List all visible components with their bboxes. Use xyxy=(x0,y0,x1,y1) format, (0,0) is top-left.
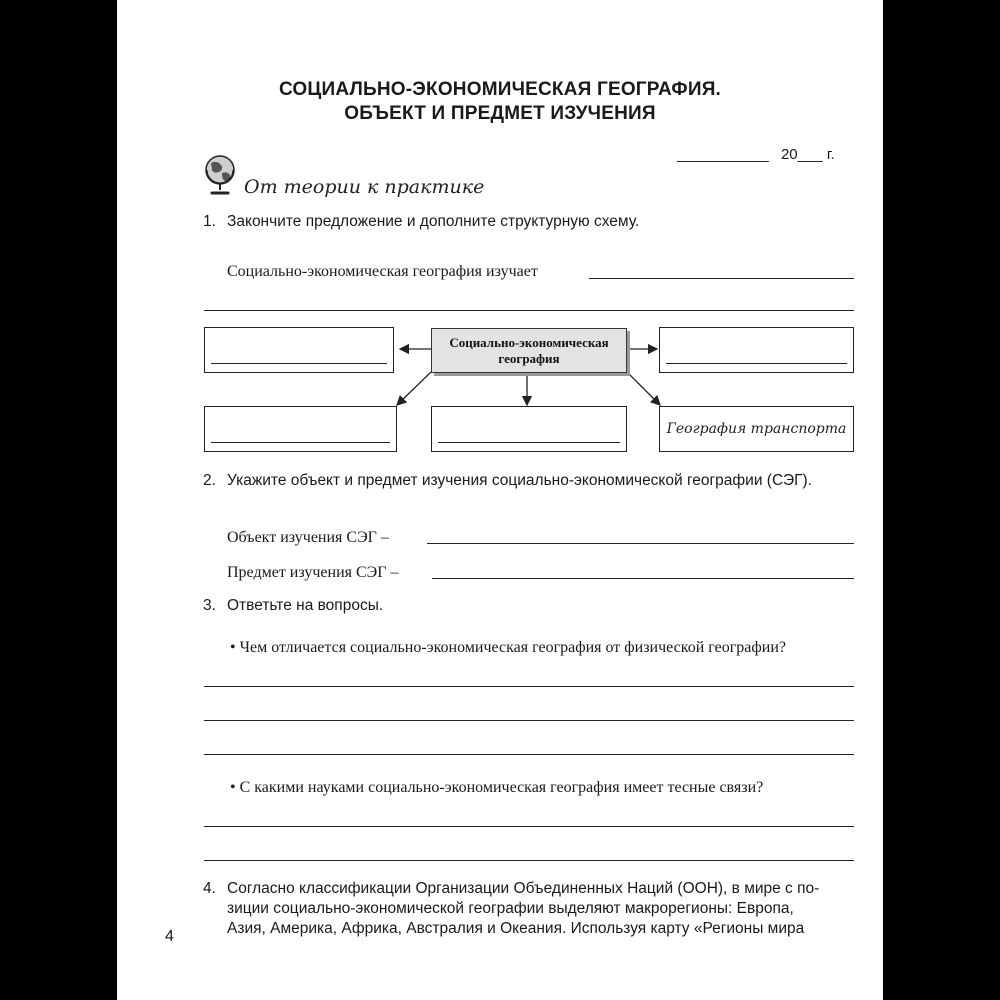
task4-line1: Согласно классификации Организации Объединенных Наций (ООН), в мире с по- xyxy=(227,880,820,897)
answer-line xyxy=(204,754,854,755)
diagram-box-line xyxy=(211,363,387,364)
diagram-box-top-right[interactable] xyxy=(659,327,854,373)
diagram-box-line xyxy=(211,442,390,443)
diagram-box-bottom-left[interactable] xyxy=(204,406,397,452)
diagram-box-bottom-right xyxy=(659,406,854,452)
task2-text: Укажите объект и предмет изучения социально-экономической географии (СЭГ). xyxy=(227,472,812,489)
page-number: 4 xyxy=(165,928,174,945)
diagram-arrows xyxy=(117,0,883,470)
task1-number: 1. xyxy=(203,213,216,230)
answer-line xyxy=(204,686,854,687)
page-title-line2: ОБЪЕКТ И ПРЕДМЕТ ИЗУЧЕНИЯ xyxy=(344,103,656,124)
task4-number: 4. xyxy=(203,880,216,897)
task3-number: 3. xyxy=(203,597,216,614)
task3-question2: • С какими науками социально-экономическая география имеет тесные связи? xyxy=(230,779,764,796)
diagram-box-bottom-center[interactable] xyxy=(431,406,627,452)
task2-subject-label: Предмет изучения СЭГ – xyxy=(227,564,399,581)
task1-sentence: Социально-экономическая география изучает xyxy=(227,263,538,280)
task2-object-label: Объект изучения СЭГ – xyxy=(227,529,389,546)
section-heading: От теории к практике xyxy=(244,176,485,198)
diagram-filled-text: География транспорта xyxy=(666,421,847,437)
task3-question1: • Чем отличается социально-экономическая география от физической географии? xyxy=(230,639,786,656)
date-year: 20___ г. xyxy=(780,146,835,163)
answer-line xyxy=(204,720,854,721)
task4-line2: зиции социально-экономической географии выделяют макрорегионы: Европа, xyxy=(227,900,794,917)
task1-text: Закончите предложение и дополните структурную схему. xyxy=(227,213,640,230)
date-blank: ___________ xyxy=(677,146,769,163)
answer-line xyxy=(204,860,854,861)
workbook-page xyxy=(117,0,883,1000)
diagram-center-line2: география xyxy=(498,351,560,366)
task3-text: Ответьте на вопросы. xyxy=(227,597,384,614)
diagram-center-line1: Социально-экономическая xyxy=(449,335,609,350)
diagram-box-line xyxy=(666,363,847,364)
task4-line3: Азия, Америка, Африка, Австралия и Океания. Используя карту «Регионы мира xyxy=(227,920,805,937)
page-title-line1: СОЦИАЛЬНО-ЭКОНОМИЧЕСКАЯ ГЕОГРАФИЯ. xyxy=(278,79,722,100)
task2-subject-line xyxy=(432,578,854,579)
diagram-box-top-left[interactable] xyxy=(204,327,394,373)
task2-object-line xyxy=(427,543,854,544)
answer-line xyxy=(204,826,854,827)
diagram-center-box xyxy=(431,328,627,373)
task2-number: 2. xyxy=(203,472,216,489)
diagram-box-line xyxy=(438,442,620,443)
